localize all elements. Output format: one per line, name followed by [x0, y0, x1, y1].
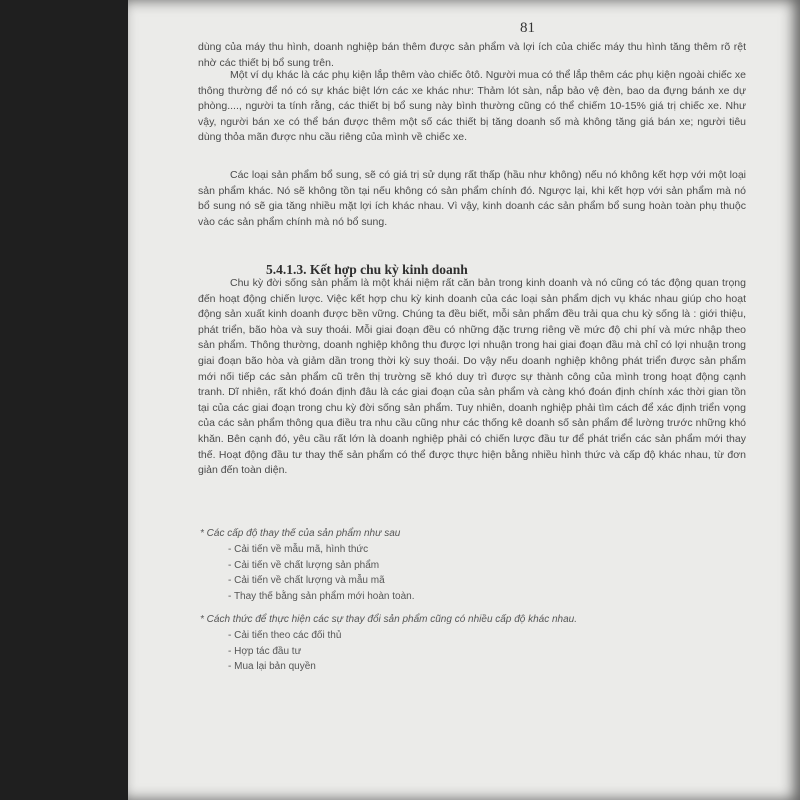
list-item: - Cải tiến về chất lượng sản phẩm — [228, 558, 415, 574]
list-change-methods — [228, 628, 341, 675]
book-page — [128, 0, 800, 800]
paragraph-continuation: dùng của máy thu hình, doanh nghiệp bán thêm được sản phẩm và lợi ích của chiếc máy thu hình tăng thêm rõ rệt nhờ các thiết bị bổ sung trên. — [198, 41, 746, 69]
page-number: 81 — [520, 20, 535, 36]
paragraph-product-life-cycle: Chu kỳ đời sống sản phẩm là một khái niệm rất căn bản trong kinh doanh và nó cũng có tác động quan trọng đến hoạt động chiến lược. Việc kết hợp chu kỳ kinh doanh của các loại sản phẩm dịch vụ khác nhau giúp cho hoạt động sản xuất kinh doanh được bền vững. Chúng ta đều biết, mỗi sản phẩm đều trải qua chu kỳ sống là : giới thiệu, phát triển, bão hòa và suy thoái. Mỗi giai đoạn đều có những đặc trưng riêng về mức độ chi phí và mức nhập theo sản phẩm. Thông thường, doanh nghiệp không thu được lợi nhuận trong hai giai đoạn đầu mà chỉ có lợi nhuận trong giai đoạn bão hòa và giảm dần trong thời kỳ suy thoái. Do vậy nếu doanh nghiệp không phát triển được sản phẩm mới nối tiếp các sản phẩm cũ trên thị trường sẽ khó duy trì được sự thành công của mình trong hoạt động cạnh tranh. Dĩ nhiên, rất khó đoán định đâu là các giai đoạn của sản phẩm và càng khó đoán định chính xác thời gian tồn tại của các giai đoạn trong chu kỳ đời sống sản phẩm. Tuy nhiên, doanh nghiệp phải tìm cách để xác định triển vọng của các sản phẩm thông qua điều tra nhu cầu cũng như các thống kê doanh số sản phẩm để lường trước những khó khăn. Bên cạnh đó, yêu cầu rất lớn là doanh nghiệp phải có chiến lược đầu tư để phát triển các sản phẩm mới thay thế. Hoạt động đầu tư thay thế sản phẩm có thể được thực hiện bằng nhiều hình thức và cấp độ khác nhau, từ đơn giản đến toàn diện. — [198, 277, 746, 477]
list-item: - Cải tiến theo các đối thủ — [228, 628, 341, 644]
paragraph-car-accessories: Một ví dụ khác là các phụ kiện lắp thêm vào chiếc ôtô. Người mua có thể lắp thêm các phụ kiện ngoài chiếc xe thông thường để nó có sự khác biệt lớn các xe khác như: Thảm lót sàn, nắp bảo vệ đèn, bao da đựng bánh xe dự phòng...., người ta tính rằng, các thiết bị bổ sung này bình thường cũng có thể chiếm 10-15% giá trị chiếc xe. Như vậy, người bán xe có thể bán được thêm một số các thiết bị tăng doanh số mà không tăng giá bán xe; người tiêu dùng thỏa mãn được nhu cầu riêng của mình về chiếc xe. — [198, 69, 746, 144]
list-item: - Mua lại bản quyền — [228, 659, 341, 675]
list-item: - Hợp tác đầu tư — [228, 644, 341, 660]
list-title-replacement-levels: * Các cấp độ thay thế của sản phẩm như sau — [200, 528, 401, 539]
paragraph-complementary-products: Các loại sản phẩm bổ sung, sẽ có giá trị sử dụng rất thấp (hầu như không) nếu nó không kết hợp với một loại sản phẩm khác. Nó sẽ không tồn tại nếu không có sản phẩm chính đó. Ngược lại, khi kết hợp với sản phẩm mà nó bổ sung nó sẽ gia tăng nhiều mặt lợi ích khác nhau. Vì vậy, kinh doanh các sản phẩm bổ sung hoàn toàn phụ thuộc vào các sản phẩm chính mà nó bổ sung. — [198, 169, 746, 228]
list-item: - Cải tiến về chất lượng và mẫu mã — [228, 573, 415, 589]
list-replacement-levels — [228, 542, 415, 604]
section-heading: 5.4.1.3. Kết hợp chu kỳ kinh doanh — [266, 262, 468, 277]
list-item: - Cải tiến về mẫu mã, hình thức — [228, 542, 415, 558]
list-title-change-methods: * Cách thức để thực hiện các sự thay đổi sản phẩm cũng có nhiều cấp độ khác nhau. — [200, 614, 578, 625]
list-item: - Thay thế bằng sản phẩm mới hoàn toàn. — [228, 589, 415, 605]
